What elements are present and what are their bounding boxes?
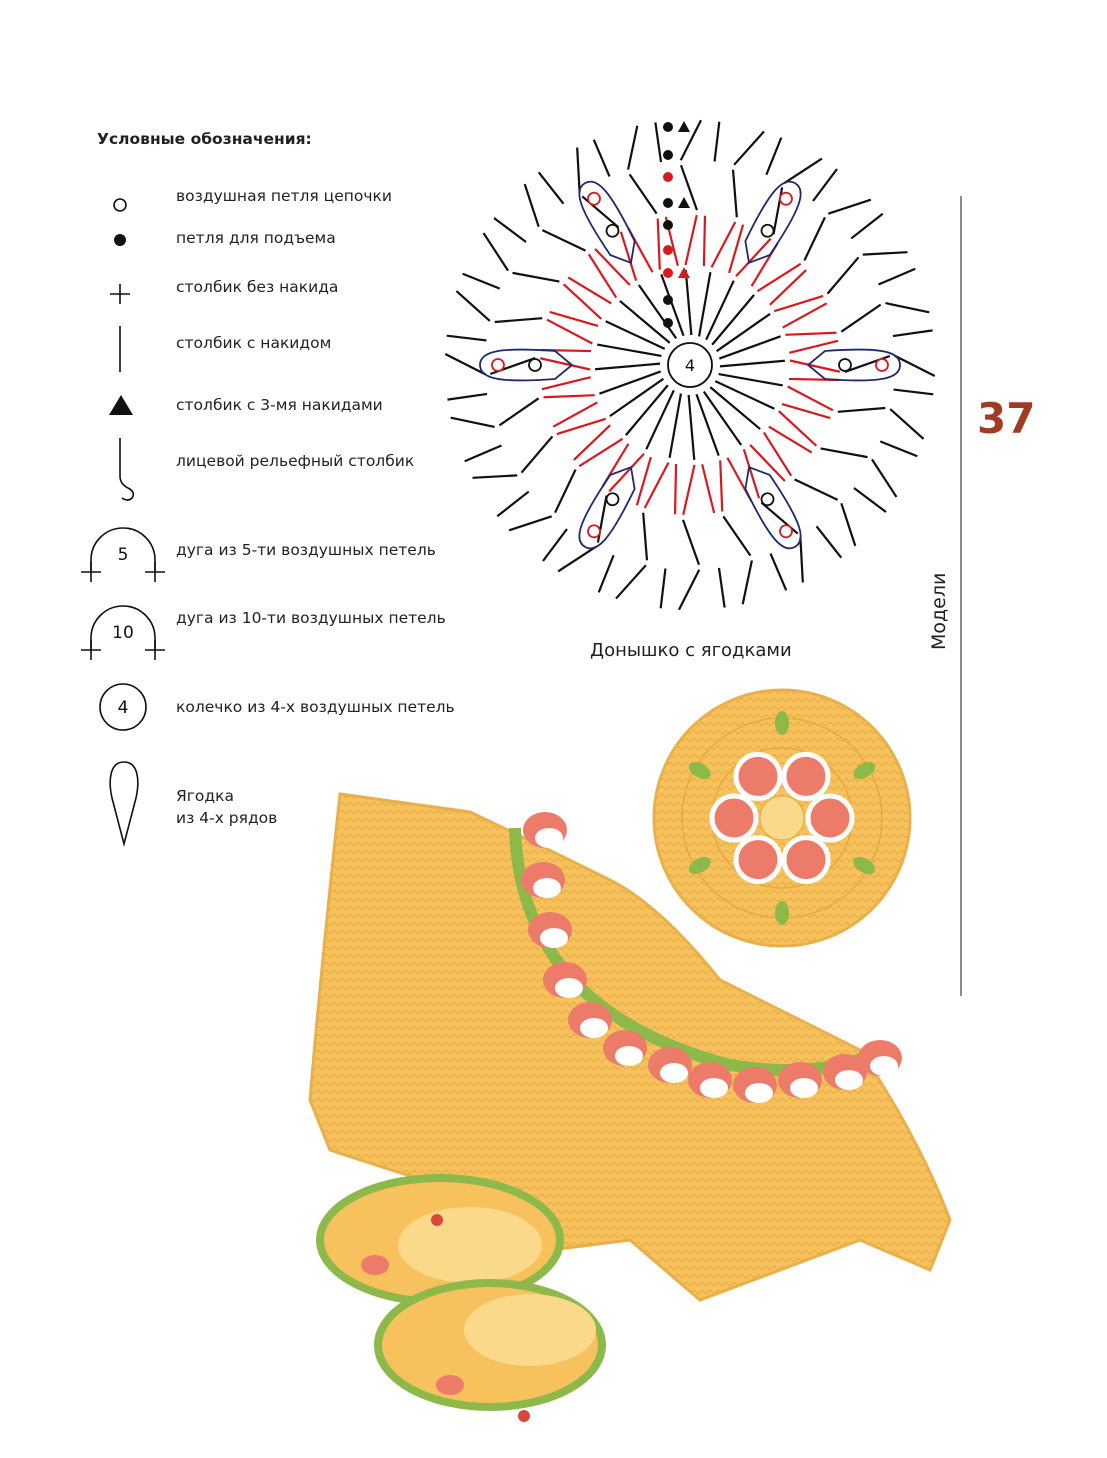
stitch-mark bbox=[447, 394, 487, 400]
ring-icon bbox=[97, 681, 149, 733]
marker-triangle bbox=[678, 121, 690, 132]
flower-petal bbox=[784, 754, 828, 798]
stitch-mark bbox=[795, 479, 838, 499]
stitch-mark bbox=[689, 395, 695, 460]
stitch-mark bbox=[564, 284, 602, 319]
stitch-mark bbox=[879, 269, 916, 285]
stitch-mark bbox=[512, 273, 559, 282]
flower-petal bbox=[808, 796, 852, 840]
teardrop-icon bbox=[104, 758, 144, 848]
legend-item-label: Ягодка из 4-х рядов bbox=[176, 787, 278, 827]
stitch-mark bbox=[675, 464, 676, 514]
legend-item-label: петля для подъема bbox=[176, 229, 336, 247]
yoke-berry bbox=[733, 1067, 777, 1103]
marker-dot bbox=[663, 220, 673, 230]
stitch-mark bbox=[473, 475, 518, 477]
stitch-mark bbox=[872, 459, 896, 497]
stitch-mark bbox=[804, 217, 824, 260]
stitch-mark bbox=[558, 547, 596, 571]
arc-icon bbox=[76, 598, 170, 662]
legend-item-label: воздушная петля цепочки bbox=[176, 187, 392, 205]
stitch-mark bbox=[616, 565, 646, 598]
flower-center bbox=[760, 796, 804, 840]
stitch-mark bbox=[646, 390, 674, 449]
stitch-mark bbox=[639, 285, 676, 338]
stitch-mark bbox=[630, 174, 657, 213]
flower-leaf bbox=[775, 901, 789, 925]
stitch-mark bbox=[494, 218, 526, 242]
yoke-berry bbox=[528, 912, 572, 948]
stitch-mark bbox=[610, 379, 663, 416]
yoke-berry bbox=[603, 1030, 647, 1066]
stitch-mark bbox=[838, 408, 886, 412]
stitch-mark bbox=[597, 345, 661, 356]
stitch-mark bbox=[704, 216, 705, 266]
stitch-mark bbox=[484, 233, 508, 271]
stitch-mark bbox=[766, 138, 781, 175]
stitch-mark bbox=[658, 219, 660, 270]
stitch-mark bbox=[828, 257, 859, 293]
stitch-mark bbox=[679, 570, 699, 610]
stitch-mark bbox=[574, 425, 610, 460]
stitch-mark bbox=[720, 460, 722, 511]
open-circle-icon bbox=[110, 195, 130, 215]
stitch-mark bbox=[828, 200, 871, 214]
stitch-mark bbox=[463, 274, 500, 289]
stitch-mark bbox=[779, 411, 817, 446]
stitch-mark bbox=[539, 172, 564, 203]
stitch-mark bbox=[465, 446, 502, 462]
stitch-mark bbox=[851, 214, 882, 239]
marker-dot bbox=[663, 295, 673, 305]
berry-outline bbox=[480, 350, 572, 381]
stitch-mark bbox=[661, 569, 666, 609]
arc-number: 5 bbox=[117, 545, 129, 565]
stitch-mark bbox=[497, 492, 528, 517]
stitch-mark bbox=[543, 529, 567, 561]
stitch-mark bbox=[594, 140, 610, 177]
stitch-mark bbox=[894, 390, 934, 395]
stitch-mark bbox=[784, 159, 822, 183]
stitch-mark bbox=[720, 361, 785, 367]
stitch-mark bbox=[880, 441, 917, 456]
stitch-mark bbox=[715, 381, 774, 409]
stitch-mark bbox=[595, 249, 630, 285]
marker-dot bbox=[663, 198, 673, 208]
legend-item-label: столбик без накида bbox=[176, 278, 339, 296]
stitch-mark bbox=[712, 295, 754, 345]
stitch-mark bbox=[770, 270, 806, 305]
diagram-caption: Донышко с ягодками bbox=[590, 640, 792, 661]
stitch-mark bbox=[841, 503, 855, 546]
stitch-mark bbox=[800, 538, 802, 583]
stitch-mark bbox=[890, 409, 923, 439]
stitch-mark bbox=[717, 314, 770, 351]
marker-dot bbox=[663, 122, 673, 132]
stitch-mark bbox=[643, 513, 647, 561]
ring-number: 4 bbox=[117, 698, 129, 718]
vertical-line-icon bbox=[112, 324, 128, 374]
stitch-mark bbox=[655, 122, 661, 162]
legend-item-label: столбик с накидом bbox=[176, 334, 332, 352]
stitch-mark bbox=[686, 270, 692, 335]
stitch-mark bbox=[606, 321, 665, 349]
marker-triangle bbox=[678, 267, 690, 278]
marker-dot bbox=[663, 172, 673, 182]
stitch-mark bbox=[743, 560, 752, 604]
stitch-mark bbox=[719, 336, 780, 358]
stitch-mark bbox=[525, 184, 539, 227]
stitch-mark bbox=[509, 516, 552, 530]
marker-dot bbox=[663, 150, 673, 160]
section-label: Модели bbox=[928, 572, 950, 650]
stitch-mark bbox=[620, 301, 670, 343]
yoke-berry bbox=[521, 862, 565, 898]
page-number: 37 bbox=[977, 394, 1036, 443]
stitch-mark bbox=[771, 554, 787, 591]
stitch-mark bbox=[885, 303, 929, 312]
stitch-mark bbox=[555, 470, 575, 513]
flower-petal bbox=[784, 838, 828, 882]
stitch-mark bbox=[595, 364, 660, 370]
filled-circle-icon bbox=[110, 230, 130, 250]
stitch-mark bbox=[670, 394, 681, 458]
berry-outline bbox=[736, 459, 809, 554]
stitch-mark bbox=[854, 488, 886, 512]
yoke-berry bbox=[858, 1040, 902, 1076]
stitch-mark bbox=[821, 448, 868, 457]
stitch-mark bbox=[599, 371, 660, 393]
stitch-mark bbox=[715, 122, 720, 162]
marker-dot bbox=[663, 245, 673, 255]
yoke-berry bbox=[568, 1002, 612, 1038]
stitch-mark bbox=[817, 526, 842, 557]
arc-number: 10 bbox=[112, 623, 134, 643]
berry-outline bbox=[808, 350, 900, 381]
stitch-mark bbox=[734, 131, 764, 164]
flower-leaf bbox=[775, 711, 789, 735]
legend-item-label: дуга из 10-ти воздушных петель bbox=[176, 609, 446, 627]
stitch-mark bbox=[785, 333, 836, 335]
crochet-diagram bbox=[440, 115, 940, 615]
stitch-mark bbox=[495, 318, 543, 322]
stitch-mark bbox=[696, 394, 718, 455]
stitch-mark bbox=[706, 281, 734, 340]
stitch-mark bbox=[702, 464, 714, 513]
stitch-mark bbox=[683, 520, 699, 565]
stitch-mark bbox=[456, 291, 489, 321]
stitch-mark bbox=[542, 230, 585, 250]
stitch-mark bbox=[699, 272, 710, 336]
legend-item-label: столбик с 3-мя накидами bbox=[176, 396, 383, 414]
legend-item-label: лицевой рельефный столбик bbox=[176, 452, 415, 470]
marker-dot bbox=[663, 318, 673, 328]
stitch-mark bbox=[499, 398, 538, 425]
stitch-mark bbox=[723, 516, 750, 555]
arc-icon bbox=[76, 518, 170, 582]
stitch-mark bbox=[863, 252, 908, 254]
yoke-berry bbox=[648, 1047, 692, 1083]
stitch-mark bbox=[719, 374, 783, 385]
stitch-mark bbox=[733, 170, 737, 218]
stitch-mark bbox=[719, 568, 725, 608]
flower-petal bbox=[736, 838, 780, 882]
beret bbox=[654, 690, 910, 946]
yoke-berry bbox=[688, 1062, 732, 1098]
stitch-mark bbox=[544, 395, 595, 397]
legend-item-label: дуга из 5-ти воздушных петель bbox=[176, 541, 436, 559]
stitch-mark bbox=[841, 305, 880, 332]
stitch-mark bbox=[710, 387, 760, 429]
hook-icon bbox=[108, 436, 138, 502]
crochet-set-illustration bbox=[300, 680, 980, 1425]
plus-icon bbox=[108, 282, 132, 306]
stitch-mark bbox=[626, 385, 668, 435]
berry-outline bbox=[572, 175, 645, 270]
marker-dot bbox=[663, 268, 673, 278]
legend-title: Условные обозначения: bbox=[97, 130, 312, 148]
center-ring-label: 4 bbox=[684, 356, 696, 375]
stitch-mark bbox=[599, 555, 614, 592]
stitch-mark bbox=[813, 169, 837, 201]
stitch-mark bbox=[750, 445, 785, 481]
triangle-icon bbox=[107, 393, 135, 417]
legend-item-label: колечко из 4-х воздушных петель bbox=[176, 698, 455, 716]
stitch-mark bbox=[893, 330, 933, 336]
stitch-mark bbox=[451, 418, 495, 427]
yoke-berry bbox=[523, 812, 567, 848]
stitch-mark bbox=[521, 436, 552, 472]
yoke-berry bbox=[543, 962, 587, 998]
stitch-mark bbox=[628, 126, 637, 170]
stitch-mark bbox=[704, 392, 741, 445]
stitch-mark bbox=[447, 336, 487, 341]
berry-outline bbox=[572, 459, 645, 554]
stitch-mark bbox=[686, 215, 697, 265]
flower-petal bbox=[736, 754, 780, 798]
marker-triangle bbox=[678, 197, 690, 208]
flower-petal bbox=[712, 796, 756, 840]
stitch-mark bbox=[683, 465, 694, 515]
yoke-berry bbox=[778, 1062, 822, 1098]
berry-outline bbox=[736, 175, 809, 270]
stitch-mark bbox=[577, 148, 579, 193]
